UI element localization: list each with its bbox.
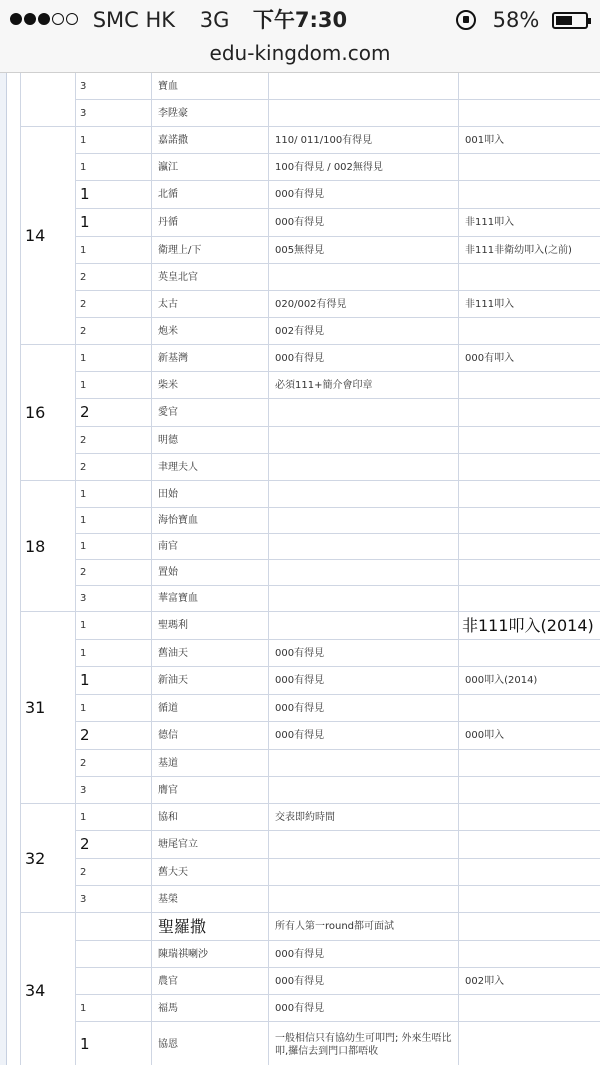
status-cell: 000有得見	[269, 941, 459, 968]
note-cell	[459, 154, 600, 181]
school-name-cell: 福馬	[152, 995, 269, 1022]
band-cell: 1	[76, 804, 152, 831]
note-cell	[459, 560, 600, 586]
status-cell	[269, 264, 459, 291]
band-cell: 2	[76, 264, 152, 291]
note-cell	[459, 859, 600, 886]
status-cell: 005無得見	[269, 237, 459, 264]
school-name-cell: 炮米	[152, 318, 269, 345]
group-cell: 31	[21, 612, 76, 804]
table-row	[21, 427, 600, 454]
school-interview-table	[20, 73, 600, 1065]
group-cell: 32	[21, 804, 76, 913]
table-row	[21, 454, 600, 481]
band-cell: 1	[76, 667, 152, 695]
status-cell	[269, 399, 459, 427]
table-row	[21, 859, 600, 886]
table-row	[21, 127, 600, 154]
school-name-cell: 陳瑞祺喇沙	[152, 941, 269, 968]
note-cell	[459, 508, 600, 534]
status-cell	[269, 73, 459, 100]
group-cell: 14	[21, 127, 76, 345]
table-row	[21, 73, 600, 100]
note-cell	[459, 181, 600, 209]
band-cell: 1	[76, 695, 152, 722]
school-name-cell: 循道	[152, 695, 269, 722]
band-cell: 2	[76, 722, 152, 750]
status-cell: 一般相信只有協幼生可叩門; 外來生唔比叩,攞信去到門口都唔收	[269, 1022, 459, 1065]
school-name-cell: 協和	[152, 804, 269, 831]
group-cell	[21, 73, 76, 127]
table-row	[21, 612, 600, 640]
note-cell: 非111叩入(2014)	[459, 612, 600, 640]
school-name-cell: 瀛江	[152, 154, 269, 181]
status-cell	[269, 508, 459, 534]
school-name-cell: 嘉諾撒	[152, 127, 269, 154]
table-row	[21, 508, 600, 534]
status-cell: 必須111+簡介會印章	[269, 372, 459, 399]
school-name-cell: 聖瑪利	[152, 612, 269, 640]
table-row	[21, 968, 600, 995]
note-cell	[459, 913, 600, 941]
table-row	[21, 640, 600, 667]
url-bar[interactable]	[0, 40, 600, 73]
battery-percent: 58%	[492, 8, 540, 32]
band-cell: 1	[76, 237, 152, 264]
school-name-cell: 農官	[152, 968, 269, 995]
school-name-cell: 南官	[152, 534, 269, 560]
status-cell	[269, 560, 459, 586]
school-name-cell: 聿理夫人	[152, 454, 269, 481]
status-cell: 所有人第一round都可面試	[269, 913, 459, 941]
band-cell: 1	[76, 127, 152, 154]
band-cell: 3	[76, 777, 152, 804]
note-cell	[459, 534, 600, 560]
band-cell: 2	[76, 399, 152, 427]
school-name-cell: 新基灣	[152, 345, 269, 372]
note-cell	[459, 995, 600, 1022]
group-cell: 18	[21, 481, 76, 612]
table-row	[21, 291, 600, 318]
table-row	[21, 318, 600, 345]
band-cell: 2	[76, 318, 152, 345]
school-name-cell: 協恩	[152, 1022, 269, 1065]
status-cell	[269, 750, 459, 777]
note-cell: 非111非衛幼叩入(之前)	[459, 237, 600, 264]
band-cell: 1	[76, 508, 152, 534]
school-name-cell: 華富寶血	[152, 586, 269, 612]
school-name-cell: 太古	[152, 291, 269, 318]
note-cell	[459, 777, 600, 804]
status-cell	[269, 100, 459, 127]
band-cell: 3	[76, 586, 152, 612]
school-name-cell: 德信	[152, 722, 269, 750]
table-row	[21, 345, 600, 372]
school-name-cell: 李陞豪	[152, 100, 269, 127]
table-row	[21, 777, 600, 804]
table-row	[21, 831, 600, 859]
status-cell: 000有得見	[269, 181, 459, 209]
table-row	[21, 750, 600, 777]
status-cell	[269, 481, 459, 508]
school-name-cell: 舊大天	[152, 859, 269, 886]
band-cell: 1	[76, 995, 152, 1022]
note-cell	[459, 481, 600, 508]
band-cell	[76, 941, 152, 968]
status-cell	[269, 534, 459, 560]
note-cell: 000叩入	[459, 722, 600, 750]
table-row	[21, 264, 600, 291]
note-cell	[459, 750, 600, 777]
note-cell: 非111叩入	[459, 209, 600, 237]
band-cell: 1	[76, 345, 152, 372]
url-domain[interactable]: edu-kingdom.com	[209, 41, 391, 65]
status-cell: 000有得見	[269, 345, 459, 372]
band-cell: 2	[76, 454, 152, 481]
group-cell: 16	[21, 345, 76, 481]
status-cell: 002有得見	[269, 318, 459, 345]
school-name-cell: 置始	[152, 560, 269, 586]
table-row	[21, 209, 600, 237]
band-cell: 1	[76, 534, 152, 560]
status-cell: 000有得見	[269, 209, 459, 237]
status-cell: 100有得見 / 002無得見	[269, 154, 459, 181]
band-cell: 2	[76, 291, 152, 318]
band-cell: 2	[76, 560, 152, 586]
band-cell: 2	[76, 859, 152, 886]
band-cell: 3	[76, 886, 152, 913]
school-name-cell: 北循	[152, 181, 269, 209]
school-name-cell: 新油天	[152, 667, 269, 695]
band-cell: 1	[76, 154, 152, 181]
status-time: 下午7:30	[252, 8, 348, 32]
battery-group	[456, 6, 588, 34]
band-cell: 3	[76, 73, 152, 100]
note-cell	[459, 318, 600, 345]
school-name-cell: 基榮	[152, 886, 269, 913]
school-name-cell: 基道	[152, 750, 269, 777]
school-name-cell: 丹循	[152, 209, 269, 237]
table-row	[21, 534, 600, 560]
band-cell: 2	[76, 750, 152, 777]
band-cell: 1	[76, 181, 152, 209]
school-name-cell: 舊油天	[152, 640, 269, 667]
carrier-label: SMC HK	[92, 8, 176, 32]
note-cell	[459, 941, 600, 968]
left-edge-rule	[0, 73, 7, 1065]
table-row	[21, 667, 600, 695]
table-row	[21, 399, 600, 427]
note-cell	[459, 73, 600, 100]
school-name-cell: 英皇北官	[152, 264, 269, 291]
status-cell	[269, 454, 459, 481]
table-row	[21, 181, 600, 209]
status-cell: 000有得見	[269, 667, 459, 695]
table-row	[21, 560, 600, 586]
band-cell: 1	[76, 612, 152, 640]
note-cell	[459, 372, 600, 399]
note-cell: 002叩入	[459, 968, 600, 995]
group-cell: 34	[21, 913, 76, 1065]
band-cell: 1	[76, 640, 152, 667]
note-cell	[459, 454, 600, 481]
band-cell: 1	[76, 209, 152, 237]
school-name-cell: 衛理上/下	[152, 237, 269, 264]
table-row	[21, 372, 600, 399]
status-bar	[0, 0, 600, 40]
note-cell	[459, 695, 600, 722]
school-name-cell: 聖羅撒	[152, 913, 269, 941]
status-cell: 交表即約時間	[269, 804, 459, 831]
status-cell: 000有得見	[269, 968, 459, 995]
status-cell	[269, 831, 459, 859]
table-row	[21, 237, 600, 264]
table-row	[21, 695, 600, 722]
battery-icon	[552, 12, 588, 29]
note-cell	[459, 886, 600, 913]
school-name-cell: 寶血	[152, 73, 269, 100]
band-cell: 2	[76, 427, 152, 454]
status-cell	[269, 612, 459, 640]
status-cell	[269, 586, 459, 612]
band-cell: 1	[76, 1022, 152, 1065]
school-name-cell: 田始	[152, 481, 269, 508]
table-row	[21, 886, 600, 913]
note-cell	[459, 804, 600, 831]
table-row	[21, 722, 600, 750]
school-name-cell: 明德	[152, 427, 269, 454]
table-row	[21, 481, 600, 508]
table-row	[21, 804, 600, 831]
status-cell: 000有得見	[269, 995, 459, 1022]
table-row	[21, 995, 600, 1022]
note-cell	[459, 427, 600, 454]
note-cell	[459, 1022, 600, 1065]
band-cell: 1	[76, 372, 152, 399]
table-row	[21, 913, 600, 941]
note-cell	[459, 831, 600, 859]
note-cell: 非111叩入	[459, 291, 600, 318]
note-cell: 000叩入(2014)	[459, 667, 600, 695]
status-cell	[269, 777, 459, 804]
note-cell	[459, 640, 600, 667]
network-type-label: 3G	[199, 8, 230, 32]
status-cell	[269, 859, 459, 886]
status-cell: 000有得見	[269, 640, 459, 667]
note-cell	[459, 264, 600, 291]
school-name-cell: 愛官	[152, 399, 269, 427]
band-cell: 1	[76, 481, 152, 508]
status-cell	[269, 886, 459, 913]
note-cell: 001叩入	[459, 127, 600, 154]
table-row	[21, 1022, 600, 1065]
school-name-cell: 柴米	[152, 372, 269, 399]
battery-level-fill	[556, 16, 572, 25]
table-row	[21, 941, 600, 968]
orientation-lock-icon	[456, 10, 476, 30]
page-content[interactable]	[0, 73, 600, 1065]
status-cell	[269, 427, 459, 454]
school-name-cell: 塘尾官立	[152, 831, 269, 859]
table-row	[21, 100, 600, 127]
table-row	[21, 586, 600, 612]
note-cell	[459, 399, 600, 427]
band-cell: 2	[76, 831, 152, 859]
school-name-cell: 膺官	[152, 777, 269, 804]
band-cell	[76, 968, 152, 995]
note-cell	[459, 100, 600, 127]
status-cell: 110/ 011/100有得見	[269, 127, 459, 154]
table-row	[21, 154, 600, 181]
note-cell	[459, 586, 600, 612]
status-cell: 000有得見	[269, 695, 459, 722]
table-body	[21, 73, 600, 1065]
note-cell: 000有叩入	[459, 345, 600, 372]
status-cell: 000有得見	[269, 722, 459, 750]
status-cell: 020/002有得見	[269, 291, 459, 318]
band-cell: 3	[76, 100, 152, 127]
band-cell	[76, 913, 152, 941]
school-name-cell: 海怡寶血	[152, 508, 269, 534]
